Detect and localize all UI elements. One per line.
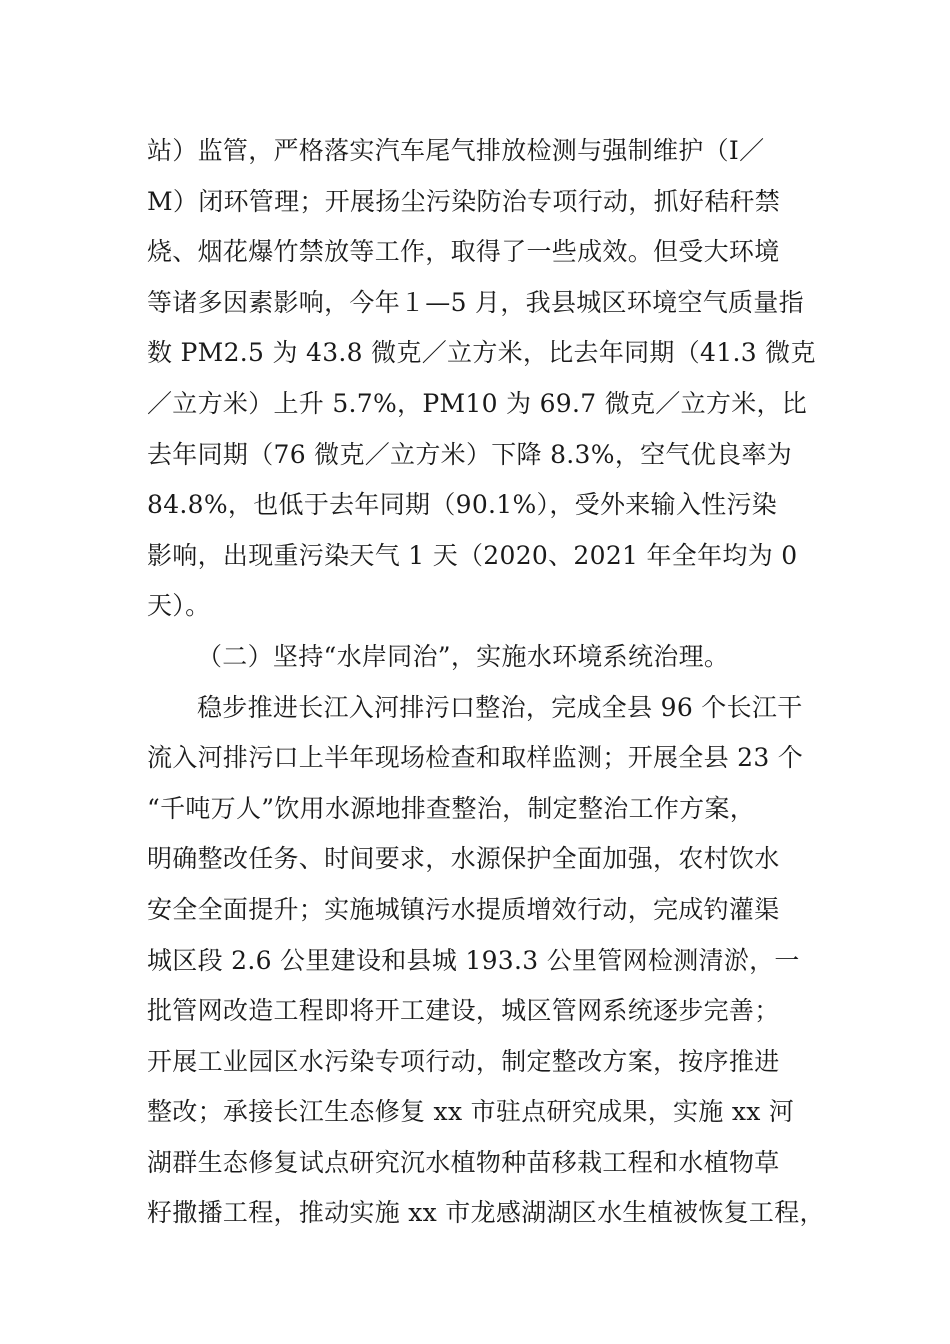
text-line: 批管网改造工程即将开工建设，城区管网系统逐步完善； bbox=[147, 996, 780, 1026]
text-line: 安全全面提升；实施城镇污水提质增效行动，完成钓灌渠 bbox=[147, 894, 780, 924]
text-line: 明确整改任务、时间要求，水源保护全面加强，农村饮水 bbox=[147, 844, 780, 874]
text-line: 影响，出现重污染天气 1 天（2020、2021 年全年均为 0 bbox=[147, 540, 798, 570]
section-heading: （二）坚持“水岸同治”，实施水环境系统治理。 bbox=[197, 641, 730, 671]
text-line: 数 PM2.5 为 43.8 微克／立方米，比去年同期（41.3 微克 bbox=[147, 338, 816, 368]
text-line: 开展工业园区水污染专项行动，制定整改方案，按序推进 bbox=[147, 1046, 780, 1076]
text-line: 烧、烟花爆竹禁放等工作，取得了一些成效。但受大环境 bbox=[147, 237, 780, 267]
text-line: 站）监管，严格落实汽车尾气排放检测与强制维护（I／ bbox=[147, 136, 765, 165]
paragraph-first-line: 稳步推进长江入河排污口整治，完成全县 96 个长江干 bbox=[197, 692, 803, 722]
text-line: “千吨万人”饮用水源地排查整治，制定整治工作方案， bbox=[147, 793, 756, 823]
text-line: 整改；承接长江生态修复 xx 市驻点研究成果，实施 xx 河 bbox=[147, 1097, 795, 1127]
text-line: ／立方米）上升 5.7%，PM10 为 69.7 微克／立方米，比 bbox=[147, 388, 808, 418]
body-text bbox=[147, 126, 825, 1239]
text-line: 84.8%，也低于去年同期（90.1%），受外来输入性污染 bbox=[147, 490, 778, 520]
text-line: 湖群生态修复试点研究沉水植物种苗移栽工程和水植物草 bbox=[147, 1147, 780, 1177]
text-line: 流入河排污口上半年现场检查和取样监测；开展全县 23 个 bbox=[147, 743, 804, 773]
text-line: 城区段 2.6 公里建设和县城 193.3 公里管网检测清淤，一 bbox=[147, 945, 800, 975]
text-line: 去年同期（76 微克／立方米）下降 8.3%，空气优良率为 bbox=[147, 439, 792, 469]
text-line: 籽撒播工程，推动实施 xx 市龙感湖湖区水生植被恢复工程， bbox=[147, 1198, 825, 1228]
text-line: 天）。 bbox=[147, 591, 211, 621]
text-line: M）闭环管理；开展扬尘污染防治专项行动，抓好秸秆禁 bbox=[147, 186, 781, 216]
text-line: 等诸多因素影响，今年１—5 月，我县城区环境空气质量指 bbox=[147, 287, 804, 317]
